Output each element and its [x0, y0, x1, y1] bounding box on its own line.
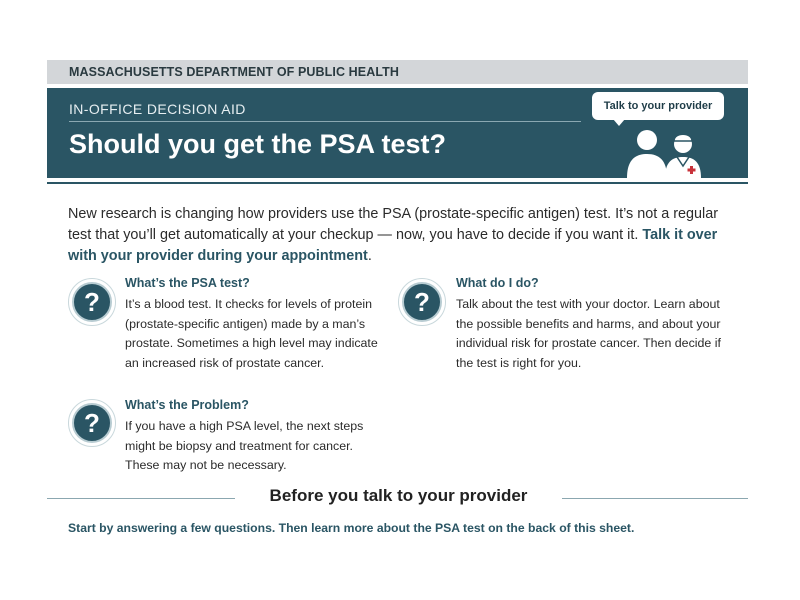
patient-body	[627, 154, 667, 178]
title-banner	[47, 88, 748, 178]
section-title-psa-test: What’s the PSA test?	[125, 276, 250, 290]
intro-text: New research is changing how providers use the PSA (prostate-specific antigen) test. It’s not a regular test that you’ll get automatically at your checkup — now, you have to decide if you want it.	[68, 206, 719, 243]
section-body-problem: If you have a high PSA level, the next steps might be biopsy and treatment for cancer. These may not be necessary.	[125, 419, 364, 472]
patient-and-provider-icon	[617, 124, 717, 178]
red-cross-h	[688, 169, 696, 172]
section-title-what-do-i-do: What do I do?	[456, 276, 539, 290]
page-title: Should you get the PSA test?	[69, 129, 447, 159]
kicker-rule	[69, 121, 581, 122]
provider-body	[665, 157, 701, 178]
intro-paragraph	[68, 204, 733, 267]
intro-call-to-action: Talk it over with your provider during your appointment	[68, 227, 718, 264]
intro-period: .	[367, 248, 372, 264]
provider-cap	[674, 134, 692, 141]
question-mark-icon: ?	[72, 403, 112, 443]
divider-left	[47, 498, 235, 499]
divider-right	[562, 498, 748, 499]
speech-bubble	[592, 92, 724, 120]
section-title-problem: What’s the Problem?	[125, 398, 249, 412]
department-name: MASSACHUSETTS DEPARTMENT OF PUBLIC HEALTH	[69, 65, 400, 79]
patient-head	[637, 130, 657, 150]
before-heading: Before you talk to your provider	[269, 486, 528, 505]
section-body-psa-test: It’s a blood test. It checks for levels of protein (prostate-specific antigen) made by a man’s prostate. Sometimes a high level may indicate an increased risk of prostate cancer.	[125, 297, 378, 370]
section-body-what-do-i-do: Talk about the test with your doctor. Learn about the possible benefits and harms, and about your individual risk for prostate cancer. Then decide if the test is right for you.	[456, 297, 721, 370]
banner-underline	[47, 182, 748, 184]
before-instructions: Start by answering a few questions. Then learn more about the PSA test on the back of this sheet.	[68, 521, 635, 535]
question-mark-icon: ?	[72, 282, 112, 322]
question-mark-icon: ?	[402, 282, 442, 322]
speech-bubble-label: Talk to your provider	[603, 100, 713, 112]
banner-kicker: IN-OFFICE DECISION AID	[69, 101, 246, 117]
department-bar	[47, 60, 748, 84]
